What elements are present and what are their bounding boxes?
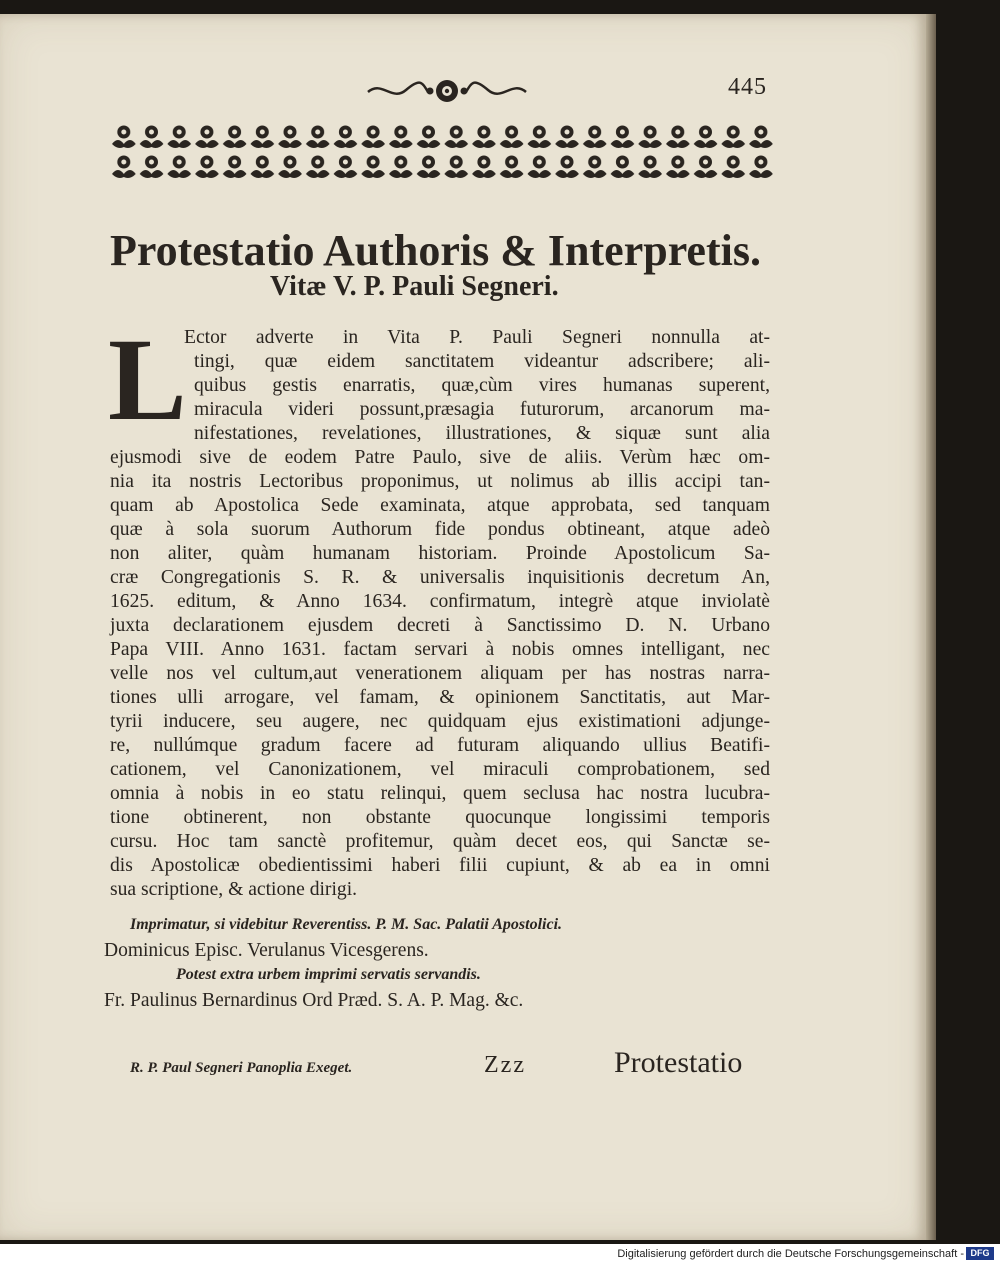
imprimatur-signer: Fr. Paulinus Bernardinus Ord Præd. S. A. P. Mag. &c. xyxy=(104,990,524,1011)
body-line: tiones ulli arrogare, vel famam, & opinionem Sanctitatis, aut Mar- xyxy=(110,687,770,708)
body-line: cræ Congregationis S. R. & universalis inquisitionis decretum An, xyxy=(110,567,770,588)
body-line: cationem, vel Canonizationem, vel miraculi comprobationem, sed xyxy=(110,759,770,780)
dropcap-letter: L xyxy=(108,314,187,445)
body-line: ejusmodi sive de eodem Patre Paulo, sive de aliis. Verùm hæc om- xyxy=(110,447,770,468)
body-line: sua scriptione, & actione dirigi. xyxy=(110,879,358,900)
body-line: velle nos vel cultum,aut venerationem aliquam per has nostras narra- xyxy=(110,663,770,684)
ornamental-band xyxy=(110,122,775,182)
imprimatur-line: Potest extra urbem imprimi servatis servandis. xyxy=(176,966,481,983)
body-line: tione obtinerent, non obstante quocunque longissimi temporis xyxy=(110,807,770,828)
section-title: Protestatio Authoris & Interpretis. xyxy=(110,226,761,275)
body-line: re, nullúmque gradum facere ad futuram aliquando ullius Beatifi- xyxy=(110,735,770,756)
body-line: omnia à nobis in eo statu relinqui, quem seclusa hac nostra lucubra- xyxy=(110,783,770,804)
section-subtitle: Vitæ V. P. Pauli Segneri. xyxy=(270,271,559,302)
body-line: nia ita nostris Lectoribus proponimus, ut nolimus ab illis accipi tan- xyxy=(110,471,770,492)
funding-credit: Digitalisierung gefördert durch die Deutsche Forschungsgemeinschaft - xyxy=(617,1248,964,1260)
body-line: cursu. Hoc tam sanctè profitemur, quàm decet eos, qui Sanctæ se- xyxy=(110,831,770,852)
body-line: juxta declarationem ejusdem decreti à Sanctissimo D. N. Urbano xyxy=(110,615,770,636)
page-edge xyxy=(926,14,936,1240)
body-line: miracula videri possunt,præsagia futurorum, arcanorum ma- xyxy=(194,399,770,420)
page-number: 445 xyxy=(728,74,767,100)
signature-line: R. P. Paul Segneri Panoplia Exeget. xyxy=(130,1060,353,1076)
body-line: tyrii inducere, seu augere, nec quidquam ejus existimationi adjunge- xyxy=(110,711,770,732)
body-line: quibus gestis enarratis, quæ,cùm vires humanas superent, xyxy=(194,375,770,396)
imprimatur-line: Imprimatur, si videbitur Reverentiss. P. M. Sac. Palatii Apostolici. xyxy=(130,916,563,933)
body-line: quam ab Apostolica Sede examinata, atque approbata, sed tanquam xyxy=(110,495,770,516)
imprimatur-signer: Dominicus Episc. Verulanus Vicesgerens. xyxy=(104,940,429,961)
body-line: Ector adverte in Vita P. Pauli Segneri nonnulla at- xyxy=(184,327,770,348)
flower-vine-ornament-icon xyxy=(362,74,532,108)
body-line: quæ à sola suorum Authorum fide pondus obtineant, atque adeò xyxy=(110,519,770,540)
body-line: non aliter, quàm humanam historiam. Proinde Apostolicum Sa- xyxy=(110,543,770,564)
body-line: Papa VIII. Anno 1631. factam servari à nobis omnes intelligant, nec xyxy=(110,639,770,660)
dfg-logo: DFG xyxy=(966,1247,994,1260)
body-line: tingi, quæ eidem sanctitatem videantur adscribere; ali- xyxy=(194,351,770,372)
body-line: dis Apostolicæ obedientissimi haberi filii cupiunt, & ab ea in omni xyxy=(110,855,770,876)
body-line: nifestationes, revelationes, illustrationes, & siquæ sunt alia xyxy=(194,423,770,444)
signature-mark: Zzz xyxy=(484,1052,526,1078)
catchword: Protestatio xyxy=(614,1046,743,1079)
body-line: 1625. editum, & Anno 1634. confirmatum, integrè atque inviolatè xyxy=(110,591,770,612)
